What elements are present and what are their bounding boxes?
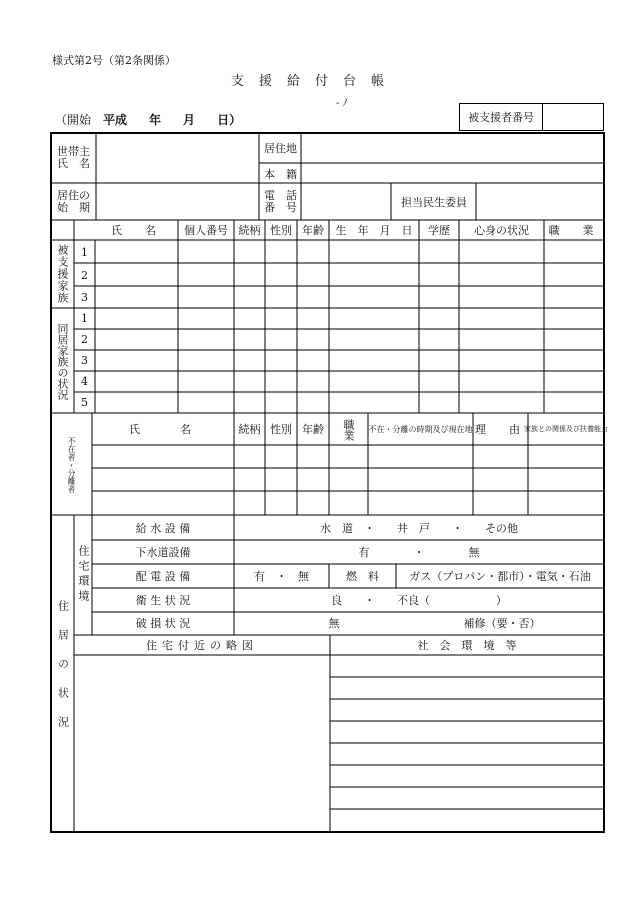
fuel-options[interactable]: ガス（プロパン・都市）・電気・石油 — [409, 569, 591, 583]
cohabit-row-1: 1 — [81, 312, 88, 325]
water-supply-options[interactable]: 水 道 ・ 井 戸 ・ その他 — [320, 521, 518, 535]
absent-side-label: 不在者・分離者 — [67, 437, 76, 493]
start-month: 月 — [183, 113, 196, 127]
damage-label: 破 損 状 況 — [135, 617, 191, 630]
welfare-officer-field[interactable] — [477, 184, 603, 219]
cohabit-row-5: 5 — [81, 396, 88, 409]
cohabit-row-3: 3 — [81, 354, 88, 367]
head-label — [51, 140, 96, 176]
damage-none[interactable]: 無 — [328, 617, 340, 630]
absent-col-relation: 続柄 — [238, 423, 261, 436]
water-supply-label: 給 水 設 備 — [135, 521, 191, 535]
col-relation: 続柄 — [238, 224, 261, 237]
form-code: 様式第2号（第2条関係） — [52, 54, 176, 67]
sanitary-label: 衛 生 状 況 — [135, 593, 191, 607]
neighborhood-map-label: 住宅付近の略図 — [146, 639, 258, 652]
start-day: 日） — [217, 113, 242, 127]
phone-label-line2: 番 号 — [264, 201, 297, 214]
col-sex: 性別 — [270, 224, 292, 237]
col-occupation: 職 業 — [548, 224, 600, 237]
col-age: 年齢 — [302, 224, 324, 237]
residence-start-line1: 居住の — [57, 189, 90, 202]
start-date — [55, 111, 241, 128]
honseki-label: 本 籍 — [264, 167, 297, 181]
housing-side-label: 住居の状況 — [56, 600, 70, 745]
start-era: 平成 — [103, 113, 128, 127]
residence-start-line2: 始 期 — [57, 201, 90, 214]
head-label-line2: 氏 名 — [57, 157, 90, 170]
residence-start-label — [51, 184, 96, 220]
col-condition: 心身の状況 — [474, 224, 529, 237]
neighborhood-map-area[interactable] — [75, 656, 329, 832]
fuel-label: 燃 料 — [346, 569, 379, 583]
absent-col-age: 年齢 — [302, 423, 324, 436]
start-open: （開始 — [55, 113, 92, 127]
header-mark: - ﾉ — [336, 98, 348, 109]
absent-col-relation-ability: 家族との関係及び扶養能力 — [524, 425, 608, 433]
supported-row-1: 1 — [81, 245, 88, 259]
housing-env-label: 住宅環境 — [77, 545, 90, 605]
recipient-number-box — [459, 103, 604, 131]
honseki-field[interactable] — [302, 164, 602, 182]
col-birthdate: 生 年 月 日 — [335, 224, 413, 237]
damage-repair[interactable]: 補修（要・否） — [463, 617, 541, 630]
cohabiting-family-label: 同居家族の状況 — [56, 322, 69, 400]
col-education: 学歴 — [428, 224, 450, 237]
welfare-officer-label: 担当民生委員 — [401, 195, 467, 209]
head-name-field[interactable] — [97, 134, 258, 182]
phone-label-line1: 電 話 — [264, 189, 297, 202]
residence-label: 居住地 — [264, 141, 297, 155]
residence-field[interactable] — [302, 134, 602, 162]
residence-start-field[interactable] — [97, 184, 258, 219]
absent-col-sex: 性別 — [270, 423, 292, 436]
supported-row-2: 2 — [81, 268, 88, 282]
recipient-number-field[interactable] — [543, 104, 603, 130]
power-label: 配 電 設 備 — [135, 569, 191, 583]
phone-label — [260, 184, 301, 220]
recipient-number-label: 被支援者番号 — [460, 104, 543, 130]
supported-family-label: 被支援家族 — [56, 244, 69, 304]
absent-col-job: 職業 — [342, 418, 355, 441]
col-my-number: 個人番号 — [184, 224, 228, 237]
sewer-label: 下水道設備 — [135, 545, 191, 559]
absent-col-reason: 理 由 — [475, 423, 526, 436]
absent-col-period: 不在・分離の時期及び現在地 — [368, 425, 473, 434]
absent-col-name: 氏 名 — [129, 423, 197, 436]
phone-field[interactable] — [302, 184, 390, 219]
supported-row-3: 3 — [81, 291, 88, 304]
sanitary-options[interactable]: 良 ・ 不良（ ） — [331, 593, 507, 607]
page-title: 支援給付台帳 — [230, 74, 399, 89]
cohabit-row-4: 4 — [81, 375, 88, 388]
start-year: 年 — [149, 113, 162, 127]
col-name: 氏 名 — [111, 224, 162, 237]
sewer-options[interactable]: 有 ・ 無 — [358, 545, 480, 559]
power-options[interactable]: 有 ・ 無 — [254, 569, 309, 583]
cohabit-row-2: 2 — [81, 333, 88, 346]
social-environment-label: 社 会 環 境 等 — [417, 639, 517, 652]
head-label-line1: 世帯主 — [57, 145, 90, 158]
